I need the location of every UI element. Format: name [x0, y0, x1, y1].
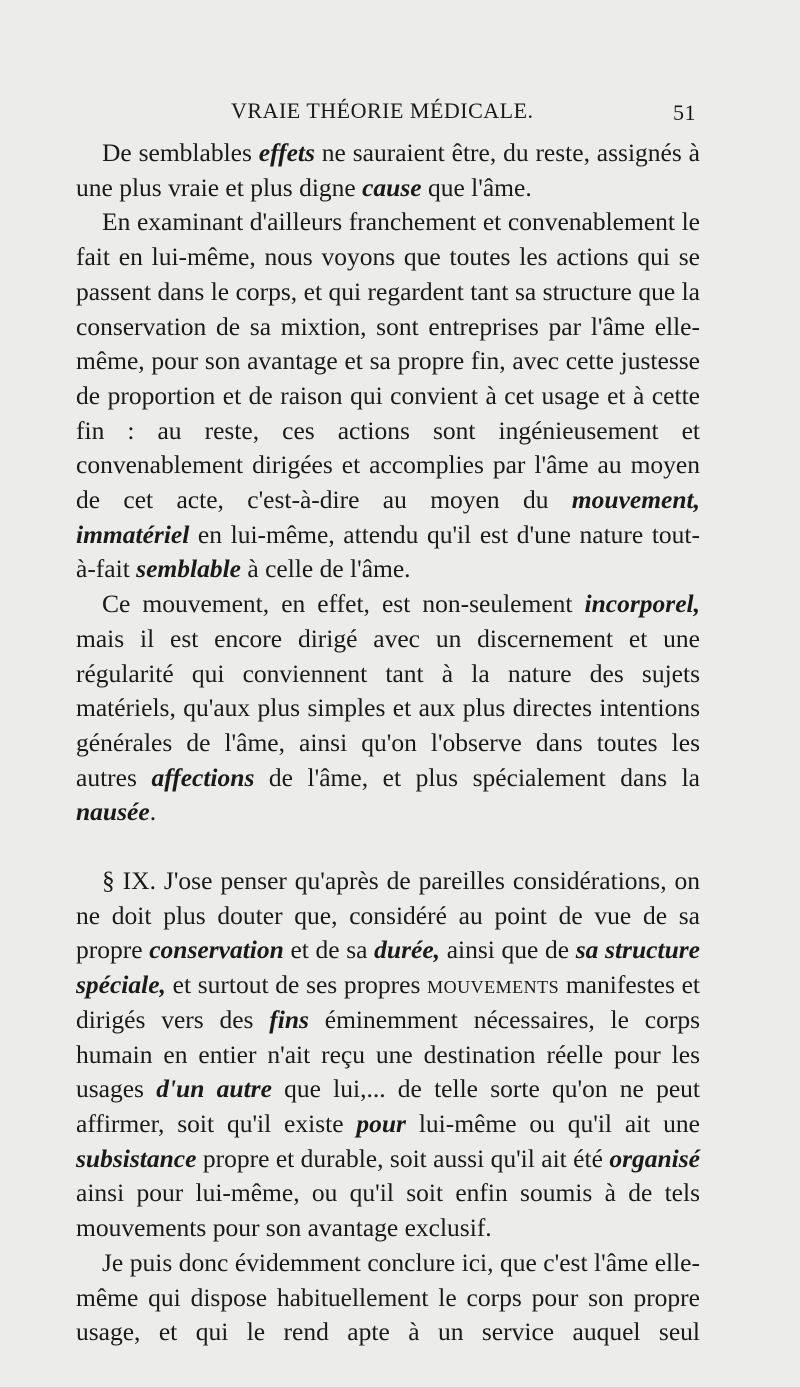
page-number: 51 — [673, 100, 696, 125]
text-run: que lui,... de telle sorte qu'on ne peut affirmer, soit qu'il existe — [76, 1074, 700, 1138]
paragraph-1 — [76, 136, 700, 205]
text-run: de l'âme, et plus spécialement dans la — [254, 762, 700, 792]
section-mark: § IX. — [102, 866, 156, 896]
paragraph-5 — [76, 1246, 700, 1350]
paragraph-3 — [76, 587, 700, 830]
italic-run: subsistance — [76, 1143, 197, 1173]
text-run: . — [149, 797, 157, 827]
text-run: ne sauraient être, du reste, assignés à une plus vraie et plus digne — [76, 138, 700, 202]
italic-run: d'un autre — [156, 1074, 272, 1104]
text-run: ainsi pour lui-même, ou qu'il soit enfin soumis à de tels mouvements pour son avantage exclusif. — [76, 1178, 700, 1243]
text-run: mais il est encore dirigé avec un discernement et une régularité qui conviennent tant à la nature des sujets matériels, qu'aux plus simples et aux plus directes intentions générales de l'âme, ainsi qu'on l'observe dans toutes les autres — [76, 623, 700, 792]
italic-run: organisé — [609, 1143, 700, 1173]
text-run: De semblables — [102, 138, 259, 167]
text-run: manifestes et dirigés vers des — [76, 970, 701, 1034]
italic-run: effets — [258, 138, 315, 167]
small-caps-run: mouvements — [427, 970, 560, 1000]
italic-run: incorporel, — [584, 589, 700, 619]
italic-run: conservation — [149, 935, 284, 965]
italic-run: pour — [356, 1108, 406, 1138]
text-run: lui-même ou qu'il ait une — [405, 1108, 700, 1138]
paragraph-section-ix — [76, 864, 700, 1246]
text-run: à celle de l'âme. — [241, 554, 411, 584]
italic-run: nausée — [76, 797, 150, 827]
text-run: propre et durable, soit aussi qu'il ait été — [196, 1143, 610, 1173]
text-run: J'ose penser qu'après de pareilles considérations, on ne doit plus douter que, considéré au point de vue de sa propre — [76, 866, 700, 965]
italic-run: sa structure spéciale, — [76, 935, 700, 1000]
text-run: ainsi que de — [440, 935, 576, 965]
text-block — [76, 90, 700, 1350]
text-run: et surtout de ses propres — [165, 970, 428, 1000]
italic-run: cause — [362, 172, 422, 202]
running-head — [76, 90, 700, 130]
text-run: En examinant d'ailleurs franchement et convenablement le fait en lui-même, nous voyons que toutes les actions qui se passent dans le corps, et qui regardent tant sa structure que la conservation de sa mixtion, sont entreprises par l'âme elle-même, pour son avantage et sa propre fin, avec cette justesse de proportion et de raison qui convient à cet usage et à cette fin : au reste, ces actions sont ingénieusement et convenablement dirigées et accomplies par l'âme au moyen de cet acte, c'est-à-dire au moyen du — [76, 207, 700, 515]
text-run: et de sa — [283, 935, 375, 965]
italic-run: fins — [269, 1004, 309, 1034]
italic-run: mouvement, immatériel — [76, 485, 700, 549]
italic-run: affections — [151, 762, 255, 792]
text-run: que l'âme. — [421, 172, 532, 202]
italic-run: durée, — [374, 935, 441, 965]
section-gap — [76, 830, 700, 864]
text-run: Je puis donc évidemment conclure ici, que c'est l'âme elle-même qui dispose habituellement le corps pour son propre usage, et qui le rend apte à un service auquel seul — [76, 1247, 700, 1347]
running-title: VRAIE THÉORIE MÉDICALE. — [231, 98, 534, 123]
text-run: en lui-même, attendu qu'il est d'une nature tout-à-fait — [76, 519, 700, 584]
text-run: éminemment nécessaires, le corps humain en entier n'ait reçu une destination réelle pour les usages — [76, 1004, 700, 1104]
text-run: Ce mouvement, en effet, est non-seulement — [102, 589, 585, 619]
italic-run: semblable — [136, 554, 241, 584]
paragraph-2 — [76, 205, 700, 587]
